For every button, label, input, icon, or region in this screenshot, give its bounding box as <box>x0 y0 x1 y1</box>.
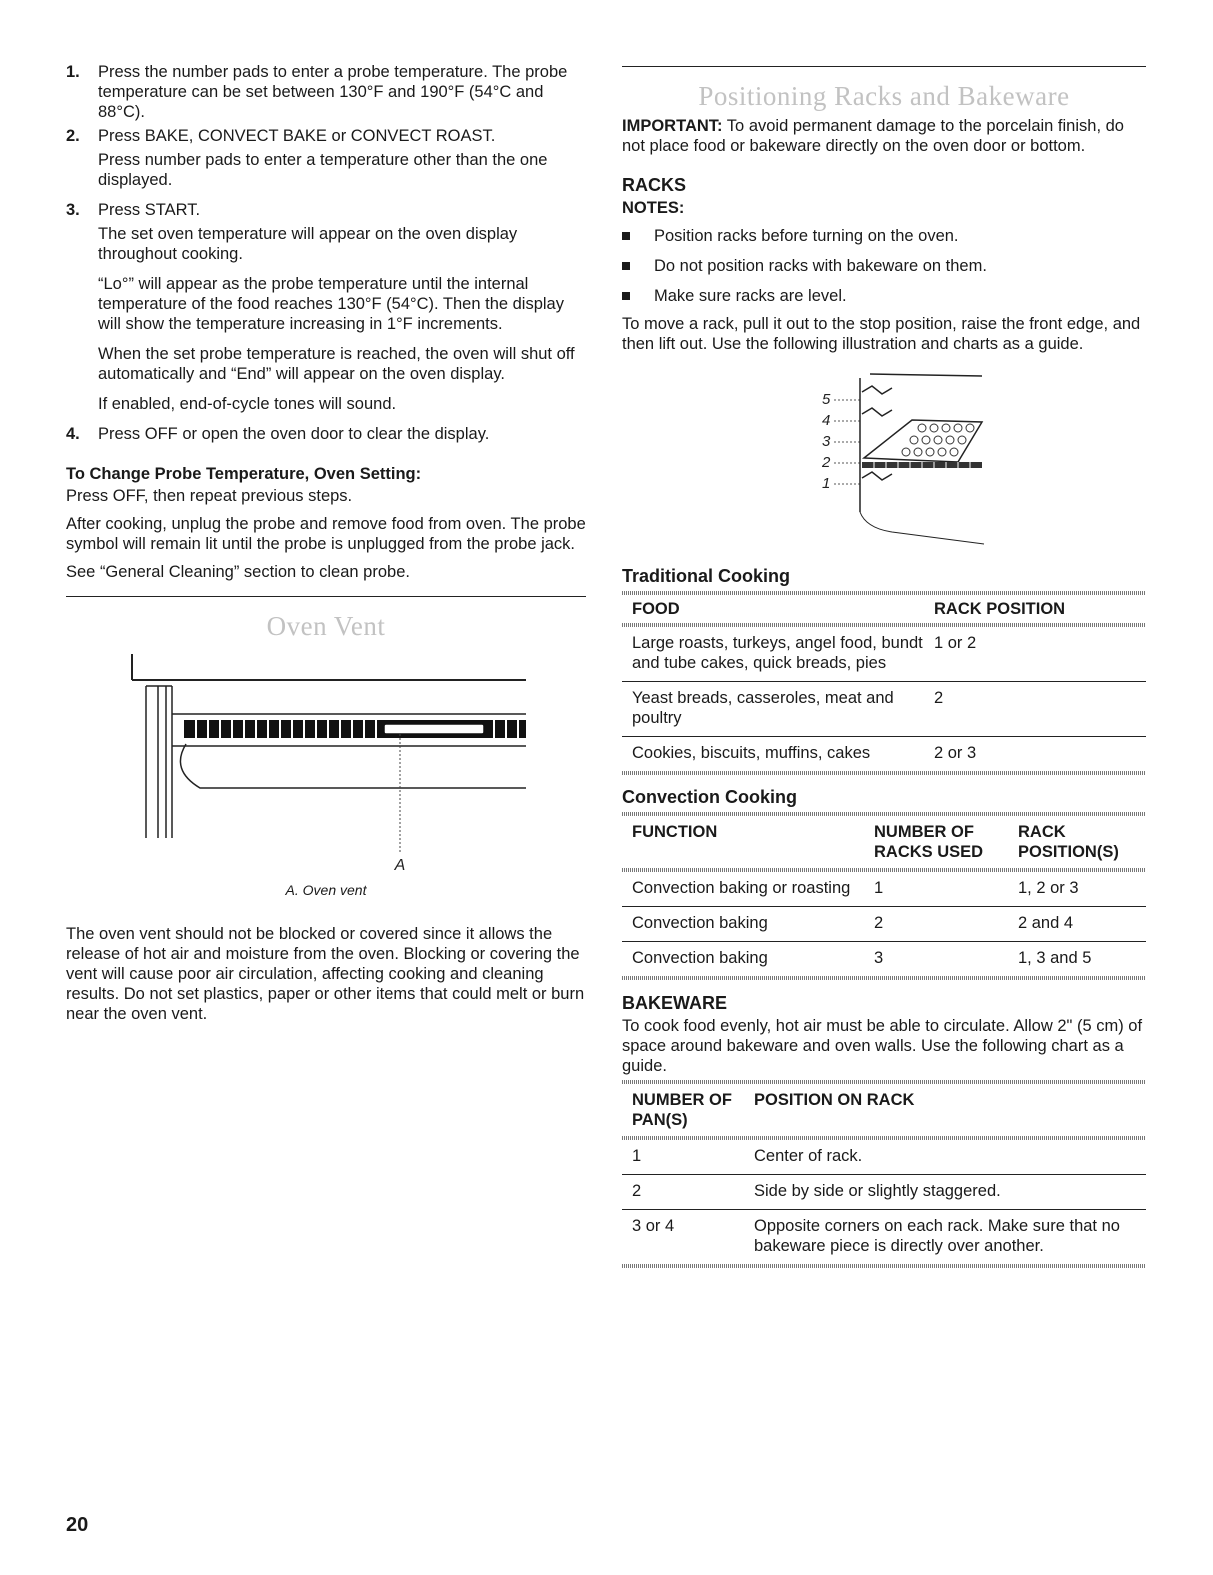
note-item: Do not position racks with bakeware on them. <box>622 256 1146 276</box>
svg-text:2: 2 <box>822 454 831 471</box>
change-probe-heading: To Change Probe Temperature, Oven Setting: <box>66 465 422 483</box>
column-header: RACK POSITION(S) <box>1018 823 1119 861</box>
column-header: NUMBER OF PAN(S) <box>632 1091 732 1129</box>
table-header <box>622 1084 1146 1136</box>
oven-vent-section <box>66 596 586 1024</box>
table-row: 3 or 4 Opposite corners on each rack. Make sure that no bakeware piece is directly over another. <box>632 1217 1120 1255</box>
bakeware-heading: BAKEWARE <box>622 993 728 1013</box>
step-note: When the set probe temperature is reached, the oven will shut off automatically and “End” will appear on the oven display. <box>98 345 575 383</box>
step-note: The set oven temperature will appear on the oven display throughout cooking. <box>98 225 518 263</box>
svg-text:5: 5 <box>822 391 831 408</box>
section-title: Oven Vent <box>266 611 386 641</box>
oven-vent-text: The oven vent should not be blocked or covered since it allows the release of hot air and moisture from the oven. Blocking or covering the vent will cause poor air circulation, affecting cooking and cleaning results. Do not set plastics, paper or other items that could melt or burn near the oven vent. <box>66 925 585 1023</box>
table-row: Cookies, biscuits, muffins, cakes 2 or 3 <box>632 744 977 762</box>
table-row: 1 Center of rack. <box>622 1140 1146 1175</box>
svg-text:3: 3 <box>822 433 831 450</box>
see-cleaning-text: See “General Cleaning” section to clean probe. <box>66 563 410 581</box>
page-number: 20 <box>66 1514 89 1536</box>
step-text: Press OFF or open the oven door to clear the display. <box>98 425 490 443</box>
svg-text:1: 1 <box>822 475 831 492</box>
column-header: FUNCTION <box>632 823 718 841</box>
move-rack-text: To move a rack, pull it out to the stop position, raise the front edge, and then lift out. Use the following illustration and charts as a guide. <box>622 315 1141 353</box>
step-note: Press number pads to enter a temperature other than the one displayed. <box>98 151 548 189</box>
step-2 <box>66 126 586 146</box>
table-row: Convection baking 2 2 and 4 <box>622 907 1146 942</box>
column-header: POSITION ON RACK <box>754 1091 915 1109</box>
note-item: Make sure racks are level. <box>622 286 1146 306</box>
traditional-cooking-title: Traditional Cooking <box>622 566 791 586</box>
section-title: Positioning Racks and Bakeware <box>698 81 1070 111</box>
right-column <box>622 66 1146 1268</box>
rack-positions-illustration <box>622 362 1146 558</box>
table-header <box>622 816 1146 868</box>
racks-heading: RACKS <box>622 175 687 195</box>
vent-marker-label: A <box>394 857 406 874</box>
table-row: Yeast breads, casseroles, meat and poultry 2 <box>622 682 1146 737</box>
left-column <box>66 62 586 1024</box>
table-header <box>622 595 1146 623</box>
step-number: 3. <box>66 201 80 219</box>
step-3 <box>66 200 586 220</box>
figure-caption: A. Oven vent <box>285 882 367 898</box>
table-row: Large roasts, turkeys, angel food, bundt and tube cakes, quick breads, pies 1 or 2 <box>622 627 1146 682</box>
oven-vent-illustration <box>66 650 586 900</box>
step-number: 2. <box>66 127 80 145</box>
notes-heading: NOTES: <box>622 199 685 217</box>
column-header: RACK POSITION <box>934 600 1066 618</box>
change-probe-text: Press OFF, then repeat previous steps. <box>66 487 353 505</box>
step-text: Press START. <box>98 201 201 219</box>
important-label: IMPORTANT: <box>622 117 723 135</box>
table-row: Convection baking 3 1, 3 and 5 <box>632 949 1092 967</box>
step-4 <box>66 424 586 444</box>
step-text: Press BAKE, CONVECT BAKE or CONVECT ROAST. <box>98 127 496 145</box>
step-note: “Lo°” will appear as the probe temperature until the internal temperature of the food reaches 130°F (54°C). Then the display will show the temperature increasing in 1°F increments. <box>98 275 564 333</box>
step-number: 4. <box>66 425 80 443</box>
convection-cooking-title: Convection Cooking <box>622 787 797 807</box>
positioning-section <box>622 66 1146 1268</box>
note-item: Position racks before turning on the oven. <box>622 226 1146 246</box>
important-note <box>622 116 1146 156</box>
table-row: 2 Side by side or slightly staggered. <box>622 1175 1146 1210</box>
svg-text:4: 4 <box>822 412 831 429</box>
column-header: NUMBER OF RACKS USED <box>874 823 984 861</box>
step-1 <box>66 62 586 122</box>
step-text: Press the number pads to enter a probe temperature. The probe temperature can be set between 130°F and 190°F (54°C and 88°C). <box>98 63 568 121</box>
step-note: If enabled, end-of-cycle tones will sound. <box>98 395 397 413</box>
bakeware-text: To cook food evenly, hot air must be able to circulate. Allow 2" (5 cm) of space around bakeware and oven walls. Use the following chart as a guide. <box>622 1017 1143 1075</box>
column-header: FOOD <box>632 600 680 618</box>
after-cooking-text: After cooking, unplug the probe and remove food from oven. The probe symbol will remain lit until the probe is unplugged from the probe jack. <box>66 515 586 553</box>
step-number: 1. <box>66 63 80 81</box>
table-row: Convection baking or roasting 1 1, 2 or 3 <box>622 872 1146 907</box>
important-text: To avoid permanent damage to the porcelain finish, do not place food or bakeware directly on the oven door or bottom. <box>622 117 1124 155</box>
